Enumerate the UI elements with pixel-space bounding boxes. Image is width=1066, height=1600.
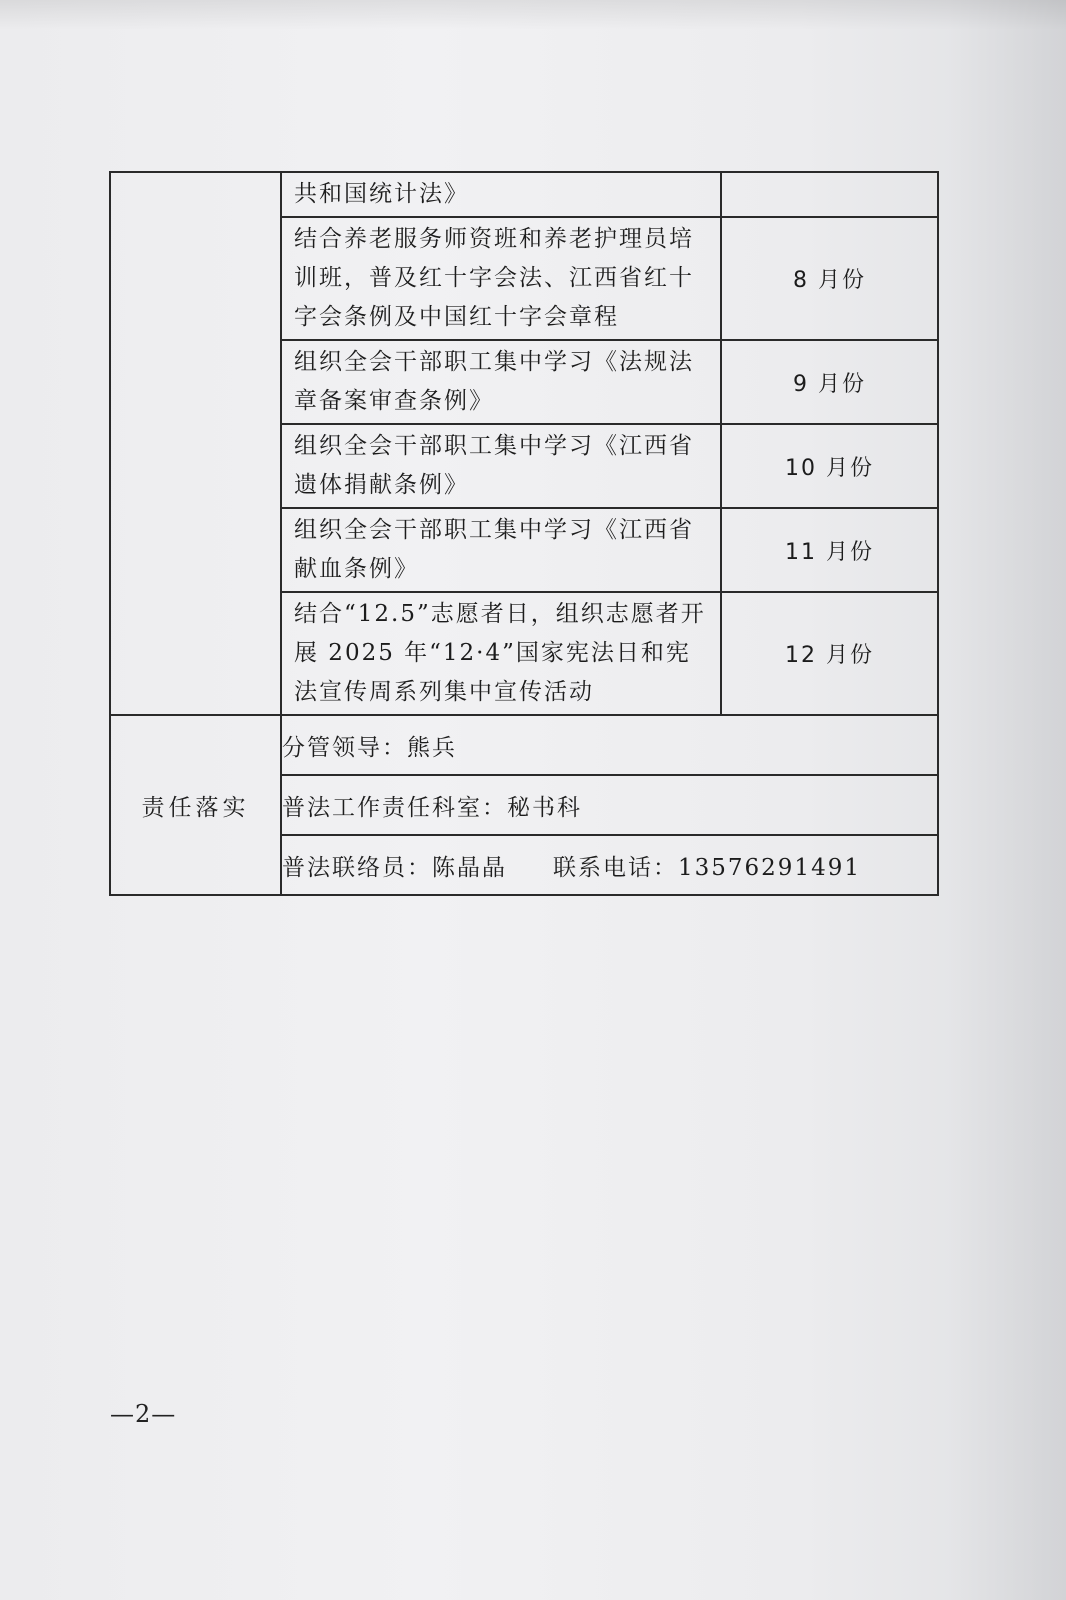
time-cell: 10 月份: [721, 424, 938, 508]
activity-cell: 结合“12.5”志愿者日，组织志愿者开展 2025 年“12·4”国家宪法日和宪法宣传周系列集中宣传活动: [281, 592, 721, 715]
legal-education-plan-table: [109, 171, 939, 896]
table-row: [110, 715, 938, 775]
leader-cell: 分管领导：熊兵: [281, 715, 938, 775]
table-row: [110, 172, 938, 217]
liaison-cell: [281, 835, 938, 895]
activity-cell: 组织全会干部职工集中学习《江西省献血条例》: [281, 508, 721, 592]
time-cell: 12 月份: [721, 592, 938, 715]
department-cell: 普法工作责任科室：秘书科: [281, 775, 938, 835]
page-shadow-right: [946, 0, 1066, 1600]
page-shadow-top: [0, 0, 1066, 30]
activity-cell: 组织全会干部职工集中学习《江西省遗体捐献条例》: [281, 424, 721, 508]
time-cell: 11 月份: [721, 508, 938, 592]
activity-cell: 结合养老服务师资班和养老护理员培训班，普及红十字会法、江西省红十字会条例及中国红十字会章程: [281, 217, 721, 340]
liaison-phone: 联系电话：13576291491: [553, 854, 861, 881]
responsibility-label: 责任落实: [110, 715, 281, 895]
liaison-name: 普法联络员：陈晶晶: [282, 854, 507, 881]
time-cell: 9 月份: [721, 340, 938, 424]
activity-cell: 共和国统计法》: [281, 172, 721, 217]
time-cell: [721, 172, 938, 217]
page-number: —2—: [110, 1400, 177, 1428]
time-cell: 8 月份: [721, 217, 938, 340]
category-cell: [110, 172, 281, 715]
activity-cell: 组织全会干部职工集中学习《法规法章备案审查条例》: [281, 340, 721, 424]
